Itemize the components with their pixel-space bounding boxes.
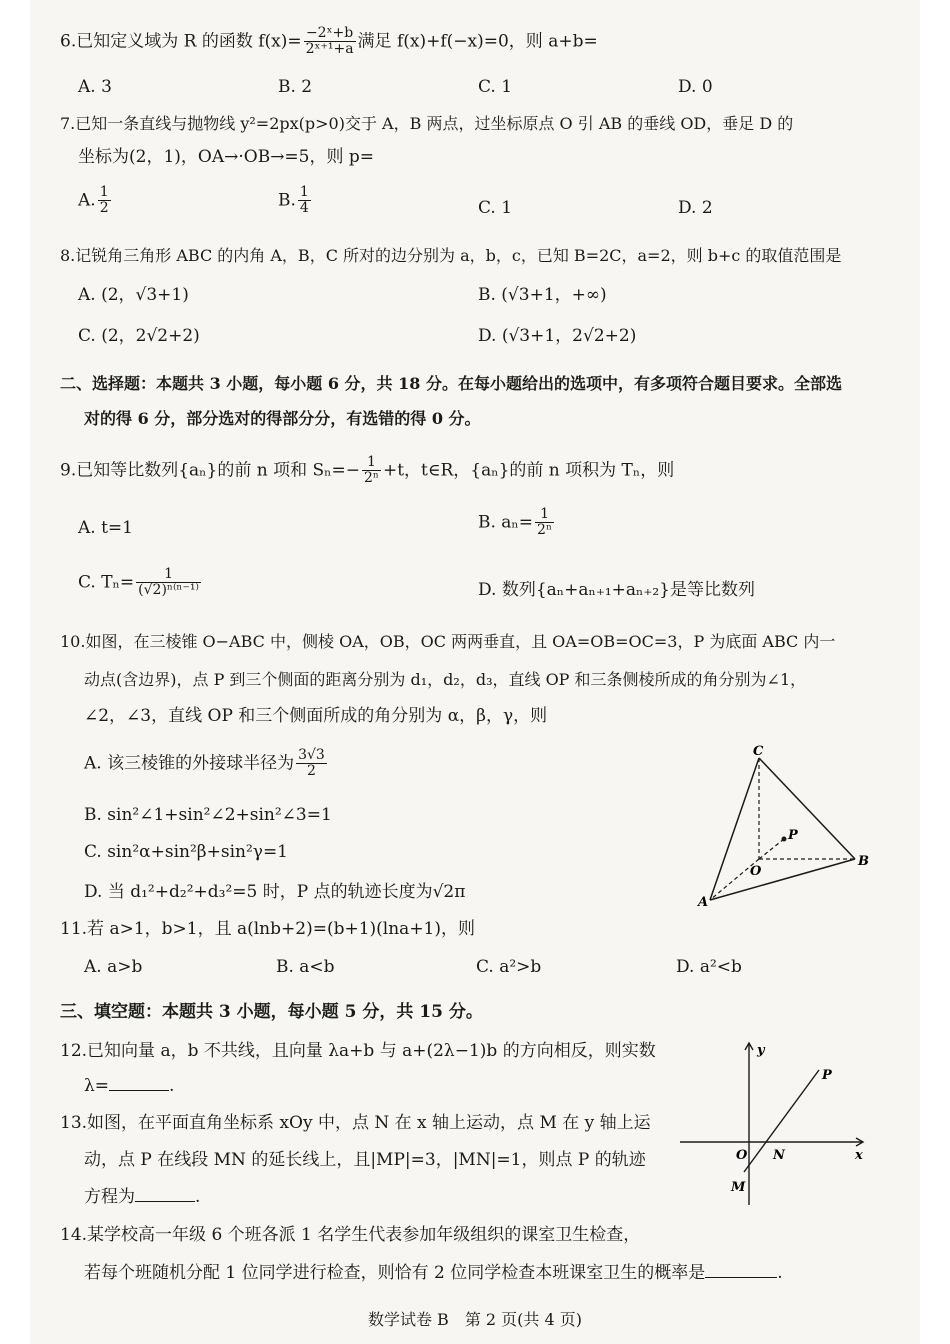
- q6-option-b: B. 2: [278, 77, 313, 97]
- q13-answer-blank: [135, 1187, 195, 1202]
- label-y: y: [757, 1043, 765, 1058]
- q12-period: .: [169, 1076, 175, 1096]
- q10-option-a-den: 2: [307, 763, 316, 780]
- q7-option-a: [78, 185, 113, 217]
- label-n: N: [773, 1148, 785, 1163]
- q14-line-1: 14.某学校高一年级 6 个班各派 1 名学生代表参加年级组织的课室卫生检查，: [60, 1225, 641, 1245]
- q9-stem: [60, 455, 674, 487]
- q9-option-b-den: 2ⁿ: [537, 522, 553, 539]
- q12-line-2: [84, 1076, 174, 1096]
- label-b: B: [858, 854, 869, 869]
- q13-coordinate-figure: [675, 1035, 875, 1215]
- section-2-heading-line-2: 对的得 6 分，部分选对的得部分分，有选错的得 0 分。: [84, 409, 481, 428]
- q9-stem-b: +t，t∈R，{aₙ}的前 n 项积为 Tₙ，则: [382, 460, 675, 481]
- q9-option-c-num: 1: [136, 567, 201, 583]
- q13-equation-prefix: 方程为: [84, 1187, 135, 1207]
- section-2-heading: 二、选择题：本题共 3 小题，每小题 6 分，共 18 分。在每小题给出的选项中，有多项符合题目要求。全部选: [60, 374, 842, 393]
- segment-op: [759, 839, 784, 859]
- q14-answer-blank: [705, 1263, 777, 1278]
- q9-option-b-label: B. aₙ=: [478, 512, 534, 533]
- q10-option-a-frac: [296, 748, 327, 780]
- q6-frac-den: 2ˣ⁺¹+a: [305, 41, 354, 58]
- q9-frac: [362, 455, 381, 487]
- q7-option-d: D. 2: [678, 198, 713, 218]
- label-m: M: [731, 1180, 746, 1195]
- edge-cb: [759, 758, 855, 859]
- q7-option-b-frac: [298, 185, 311, 217]
- q6-option-d: D. 0: [678, 77, 713, 97]
- q9-stem-a: 9.已知等比数列{aₙ}的前 n 项和 Sₙ=−: [60, 460, 360, 481]
- q13-period: .: [195, 1187, 201, 1207]
- label-p: P: [788, 828, 798, 843]
- q9-option-c-label: C. Tₙ=: [78, 572, 135, 593]
- q7-line-2: 坐标为(2，1)，OA→·OB→=5，则 p=: [78, 147, 375, 167]
- q10-option-a-num: 3√3: [298, 747, 325, 763]
- q9-option-b-frac: [535, 507, 554, 539]
- q10-line-2: 动点(含边界)，点 P 到三个侧面的距离分别为 d₁，d₂，d₃，直线 OP 和三条侧棱所成的角分别为∠1，: [84, 670, 807, 689]
- q11-option-b: B. a<b: [276, 957, 335, 977]
- section-3-heading: 三、填空题：本题共 3 小题，每小题 5 分，共 15 分。: [60, 1002, 483, 1022]
- q14-period: .: [777, 1263, 783, 1283]
- q14-text: 若每个班随机分配 1 位同学进行检查，则恰有 2 位同学检查本班课室卫生的概率是: [84, 1263, 706, 1283]
- q6-stem-text: 6.已知定义域为 R 的函数 f(x)=: [60, 31, 302, 52]
- q9-option-c-frac: [136, 567, 201, 599]
- label-p: P: [822, 1068, 832, 1083]
- q10-option-a-label: A. 该三棱锥的外接球半径为: [84, 753, 295, 774]
- q10-line-3: ∠2，∠3，直线 OP 和三个侧面所成的角分别为 α，β，γ，则: [84, 706, 548, 726]
- q13-line-2: 动，点 P 在线段 MN 的延长线上，且|MP|=3，|MN|=1，则点 P 的轨迹: [84, 1150, 646, 1170]
- q7-option-b-num: 1: [299, 184, 309, 200]
- q11-option-a: A. a>b: [84, 957, 143, 977]
- q7-option-a-frac: [98, 185, 111, 217]
- label-c: C: [753, 744, 764, 759]
- q9-option-b-num: 1: [535, 507, 554, 523]
- q9-option-d: D. 数列{aₙ+aₙ₊₁+aₙ₊₂}是等比数列: [478, 580, 755, 600]
- q6-stem: [60, 26, 598, 58]
- q7-option-a-label: A.: [78, 190, 96, 211]
- q8-option-d: D. (√3+1，2√2+2): [478, 326, 637, 346]
- q11-option-c: C. a²>b: [476, 957, 542, 977]
- q6-option-a: A. 3: [78, 77, 112, 97]
- q7-option-b-label: B.: [278, 190, 296, 211]
- label-a: A: [698, 895, 709, 910]
- q9-option-a: A. t=1: [78, 518, 133, 538]
- edge-ab: [710, 859, 855, 900]
- q9-option-c-den: (√2)ⁿ⁽ⁿ⁻¹⁾: [138, 582, 199, 599]
- q13-line-3: [84, 1187, 200, 1207]
- q9-frac-den: 2ⁿ: [364, 470, 379, 487]
- q7-option-a-den: 2: [99, 200, 109, 217]
- label-o: O: [750, 864, 762, 879]
- label-o: O: [736, 1148, 748, 1163]
- q13-line-1: 13.如图，在平面直角坐标系 xOy 中，点 N 在 x 轴上运动，点 M 在 y 轴上运: [60, 1113, 651, 1133]
- q11-option-d: D. a²<b: [676, 957, 742, 977]
- q7-option-a-num: 1: [99, 184, 109, 200]
- q11-stem: 11.若 a>1，b>1，且 a(lnb+2)=(b+1)(lna+1)，则: [60, 919, 476, 939]
- q7-option-b-den: 4: [299, 200, 309, 217]
- q8-option-a: A. (2，√3+1): [78, 285, 189, 305]
- label-x: x: [855, 1148, 863, 1163]
- q9-option-b: [478, 507, 556, 539]
- q8-option-b: B. (√3+1，+∞): [478, 285, 607, 305]
- q14-line-2: [84, 1263, 783, 1283]
- q12-answer-blank: [109, 1076, 169, 1091]
- q8-option-c: C. (2，2√2+2): [78, 326, 200, 346]
- q9-frac-num: 1: [362, 455, 381, 471]
- q7-line-1: 7.已知一条直线与抛物线 y²=2px(p>0)交于 A，B 两点，过坐标原点 O 引 AB 的垂线 OD，垂足 D 的: [60, 114, 794, 133]
- point-p: [782, 837, 787, 842]
- q10-tetrahedron-figure: [690, 735, 880, 915]
- page-footer: 数学试卷 B 第 2 页(共 4 页): [367, 1310, 583, 1329]
- q10-option-b: B. sin²∠1+sin²∠2+sin²∠3=1: [84, 805, 332, 825]
- q7-option-b: [278, 185, 313, 217]
- q9-option-c: [78, 567, 203, 599]
- q12-line-1: 12.已知向量 a，b 不共线，且向量 λa+b 与 a+(2λ−1)b 的方向相反，则实数: [60, 1041, 656, 1061]
- q10-option-c: C. sin²α+sin²β+sin²γ=1: [84, 842, 288, 862]
- q6-fraction: [304, 26, 356, 58]
- q7-option-c: C. 1: [478, 198, 513, 218]
- q6-frac-num: −2ˣ+b: [304, 26, 356, 42]
- q8-stem: 8.记锐角三角形 ABC 的内角 A，B，C 所对的边分别为 a，b，c，已知 B=2C，a=2，则 b+c 的取值范围是: [60, 246, 842, 265]
- q6-tail: 满足 f(x)+f(−x)=0，则 a+b=: [357, 31, 598, 52]
- q10-line-1: 10.如图，在三棱锥 O−ABC 中，侧棱 OA，OB，OC 两两垂直，且 OA=OB=OC=3，P 为底面 ABC 内一: [60, 632, 836, 651]
- q12-lambda-prefix: λ=: [84, 1076, 110, 1096]
- q6-option-c: C. 1: [478, 77, 513, 97]
- q10-option-d: D. 当 d₁²+d₂²+d₃²=5 时，P 点的轨迹长度为√2π: [84, 882, 466, 902]
- q10-option-a: [84, 748, 329, 780]
